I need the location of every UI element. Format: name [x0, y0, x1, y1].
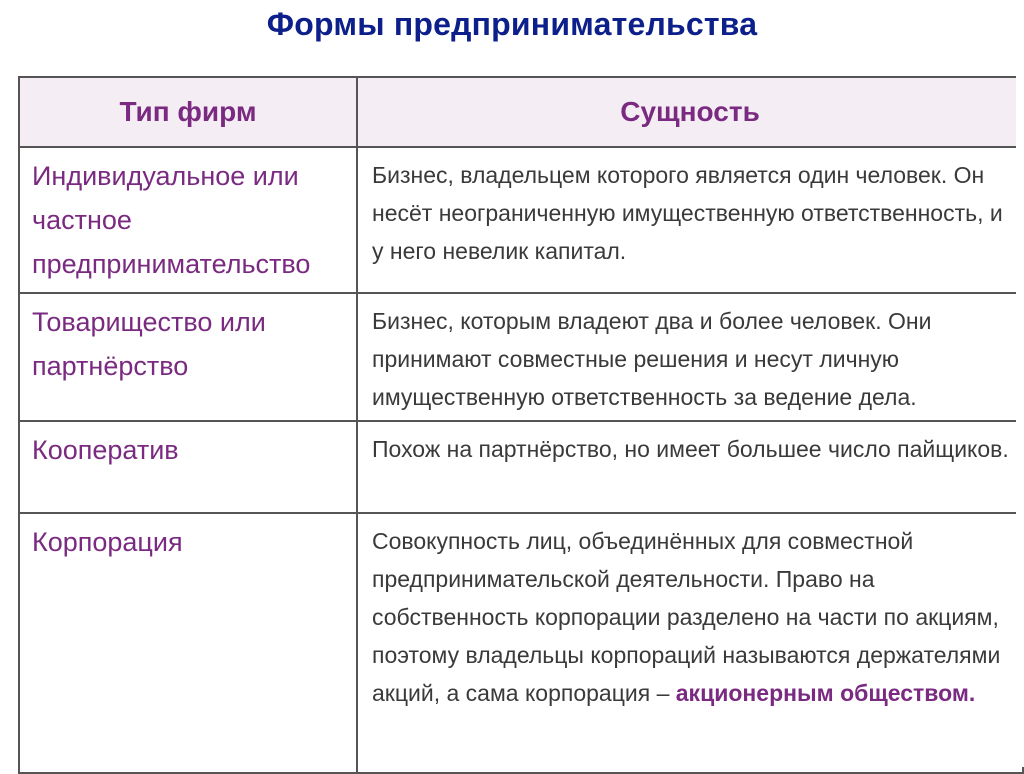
row-essence-corporation [357, 513, 1023, 773]
row-type-corporation: Корпорация [19, 513, 357, 773]
corporation-essence-end: обществом. [840, 680, 976, 706]
row-essence-cooperative: Похож на партнёрство, но имеет большее число пайщиков. [357, 421, 1023, 513]
corporation-essence-highlight: акционерным [675, 680, 834, 706]
table-header-row [19, 77, 1023, 147]
page-title: Формы предпринимательства [266, 6, 758, 42]
row-essence-individual: Бизнес, владельцем которого является один человек. Он несёт неограниченную имущественную ответственность, и у него невелик капитал. [357, 147, 1023, 293]
table-row [19, 147, 1023, 293]
table-row [19, 513, 1023, 773]
slide-edge [1016, 0, 1024, 767]
row-essence-partnership: Бизнес, которым владеют два и более человек. Они принимают совместные решения и несут личную имущественную ответственность за ведение дела. [357, 293, 1023, 421]
header-type: Тип фирм [19, 77, 357, 147]
table-row [19, 421, 1023, 513]
row-type-cooperative: Кооператив [19, 421, 357, 513]
table-row [19, 293, 1023, 421]
corporation-essence-text: Совокупность лиц, объединённых для совместной предпринимательской деятельности. Право на собственность корпорации разделено на части по акциям, поэтому владельцы корпораций называются держателями акций, а сама корпорация – [372, 528, 1001, 706]
header-essence: Сущность [357, 77, 1023, 147]
business-forms-table [18, 76, 1024, 774]
row-type-individual: Индивидуальное или частное предпринимательство [19, 147, 357, 293]
row-type-partnership: Товарищество или партнёрство [19, 293, 357, 421]
